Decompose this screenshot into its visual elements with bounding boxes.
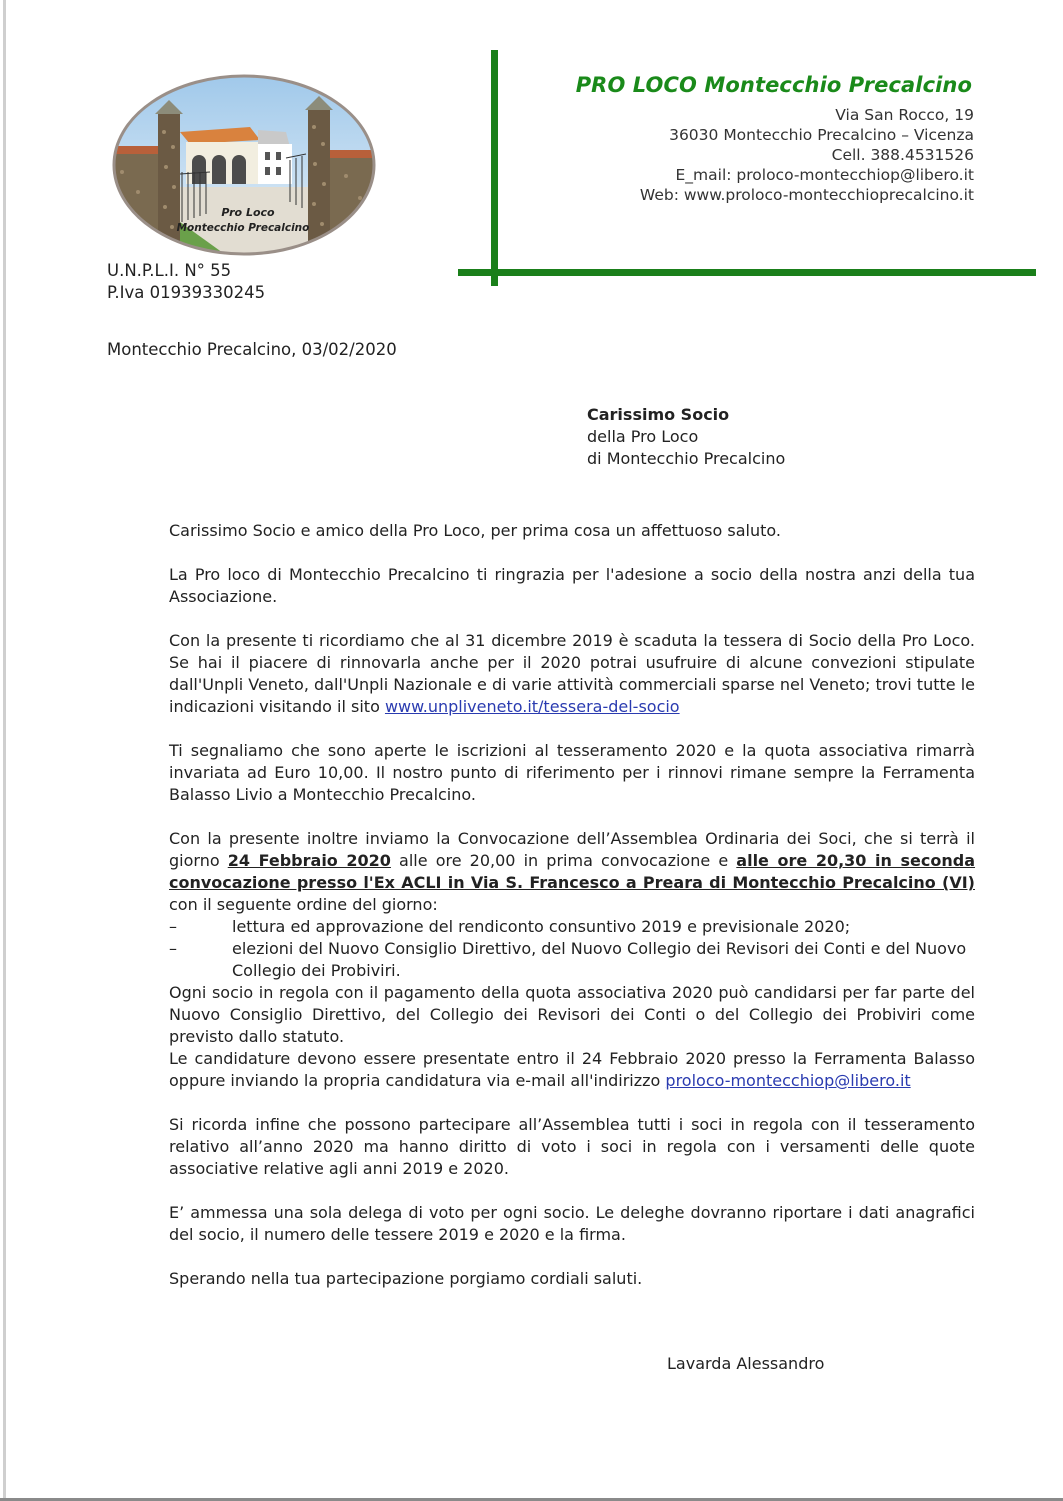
unpli-veneto-link[interactable]: www.unpliveneto.it/tessera-del-socio	[384, 697, 680, 716]
paragraph-membership-expired	[169, 630, 975, 718]
recipient-salutation: Carissimo Socio	[587, 405, 730, 424]
agenda-item	[169, 916, 975, 938]
assembly-date: 24 Febbraio 2020	[227, 851, 391, 870]
page-left-edge	[3, 0, 6, 1501]
logo-text-line2: Montecchio Precalcino	[176, 222, 310, 234]
paragraph-renewal: Ti segnaliamo che sono aperte le iscrizioni al tesseramento 2020 e la quota associativa rimarrà invariata ad Euro 10,00. Il nostro punto di riferimento per i rinnovi rimane sempre la Ferramenta Balasso Livio a Montecchio Precalcino.	[169, 741, 975, 804]
email-line: E_mail: proloco-montecchiop@libero.it	[675, 166, 974, 184]
paragraph-convocation	[169, 828, 975, 916]
header-vertical-rule	[491, 50, 498, 286]
agenda-item-text: lettura ed approvazione del rendiconto consuntivo 2019 e previsionale 2020;	[232, 917, 851, 936]
header-horizontal-rule	[458, 269, 1036, 276]
unpli-number: U.N.P.L.I. N° 55	[107, 261, 232, 280]
paragraph-greeting: Carissimo Socio e amico della Pro Loco, per prima cosa un affettuoso saluto.	[169, 521, 781, 540]
paragraph-proxy: E’ ammessa una sola delega di voto per ogni socio. Le deleghe dovranno riportare i dati anagrafici del socio, il numero delle tessere 2019 e 2020 e la firma.	[169, 1203, 975, 1244]
convocation-text-c: con il seguente ordine del giorno:	[169, 895, 438, 914]
contact-block	[640, 105, 974, 205]
logo-text-line1: Pro Loco	[221, 206, 275, 219]
recipient-block	[587, 404, 785, 470]
city-line: 36030 Montecchio Precalcino – Vicenza	[669, 126, 974, 144]
membership-text: Con la presente ti ricordiamo che al 31 dicembre 2019 è scaduta la tessera di Socio della Pro Loco. Se hai il piacere di rinnovarla anche per il 2020 potrai usufruire di alcune convezioni stipulate dall'Unpli Veneto, dall'Unpli Nazionale e di varie attività commerciali sparse nel Veneto; trovi tutte le indicazioni visitando il sito	[169, 631, 975, 716]
vat-number: P.Iva 01939330245	[107, 283, 266, 302]
place-date: Montecchio Precalcino, 03/02/2020	[107, 340, 397, 359]
agenda-list	[169, 916, 975, 982]
signature: Lavarda Alessandro	[667, 1354, 825, 1373]
paragraph-voting-rights: Si ricorda infine che possono partecipare all’Assemblea tutti i soci in regola con il tesseramento relativo all’anno 2020 ma hanno diritto di voto i soci in regola con i versamenti delle quote associative relative agli anni 2019 e 2020.	[169, 1115, 975, 1178]
address-line: Via San Rocco, 19	[835, 106, 974, 124]
assembly-location: alle ore 20,30 in seconda convocazione presso l'Ex ACLI in Via S. Francesco a Preara di Montecchio Precalcino (VI)	[169, 851, 976, 892]
convocation-text-a: Con la presente inoltre inviamo la Convocazione dell’Assemblea Ordinaria dei Soci, che si terrà il giorno	[169, 829, 975, 870]
agenda-item-text: elezioni del Nuovo Consiglio Direttivo, del Nuovo Collegio dei Revisori dei Conti e del Nuovo Collegio dei Probiviri.	[232, 939, 967, 980]
dash-bullet: –	[169, 917, 177, 936]
letter-body	[169, 520, 975, 1312]
paragraph-thanks: La Pro loco di Montecchio Precalcino ti ringrazia per l'adesione a socio della nostra anzi della tua Associazione.	[169, 565, 975, 606]
pro-loco-logo	[110, 72, 378, 258]
recipient-line-3: di Montecchio Precalcino	[587, 449, 786, 468]
agenda-item	[169, 938, 975, 982]
web-line: Web: www.proloco-montecchioprecalcino.it	[639, 186, 974, 204]
paragraph-candidacy-deadline	[169, 1048, 975, 1092]
dash-bullet: –	[169, 939, 177, 958]
registration-info	[107, 260, 265, 304]
candidacy-text: Le candidature devono essere presentate entro il 24 Febbraio 2020 presso la Ferramenta Balasso oppure inviando la propria candidatura via e-mail all'indirizzo	[169, 1049, 975, 1090]
organization-name: PRO LOCO Montecchio Precalcino	[575, 73, 972, 97]
convocation-text-b: alle ore 20,00 in prima convocazione e	[390, 851, 737, 870]
paragraph-candidacy: Ogni socio in regola con il pagamento della quota associativa 2020 può candidarsi per far parte del Nuovo Consiglio Direttivo, del Collegio dei Revisori dei Conti o del Collegio dei Probiviri come previsto dallo statuto.	[169, 983, 975, 1046]
recipient-line-2: della Pro Loco	[587, 427, 699, 446]
paragraph-closing: Sperando nella tua partecipazione porgiamo cordiali saluti.	[169, 1269, 643, 1288]
phone-line: Cell. 388.4531526	[831, 146, 974, 164]
email-link[interactable]: proloco-montecchiop@libero.it	[665, 1071, 911, 1090]
